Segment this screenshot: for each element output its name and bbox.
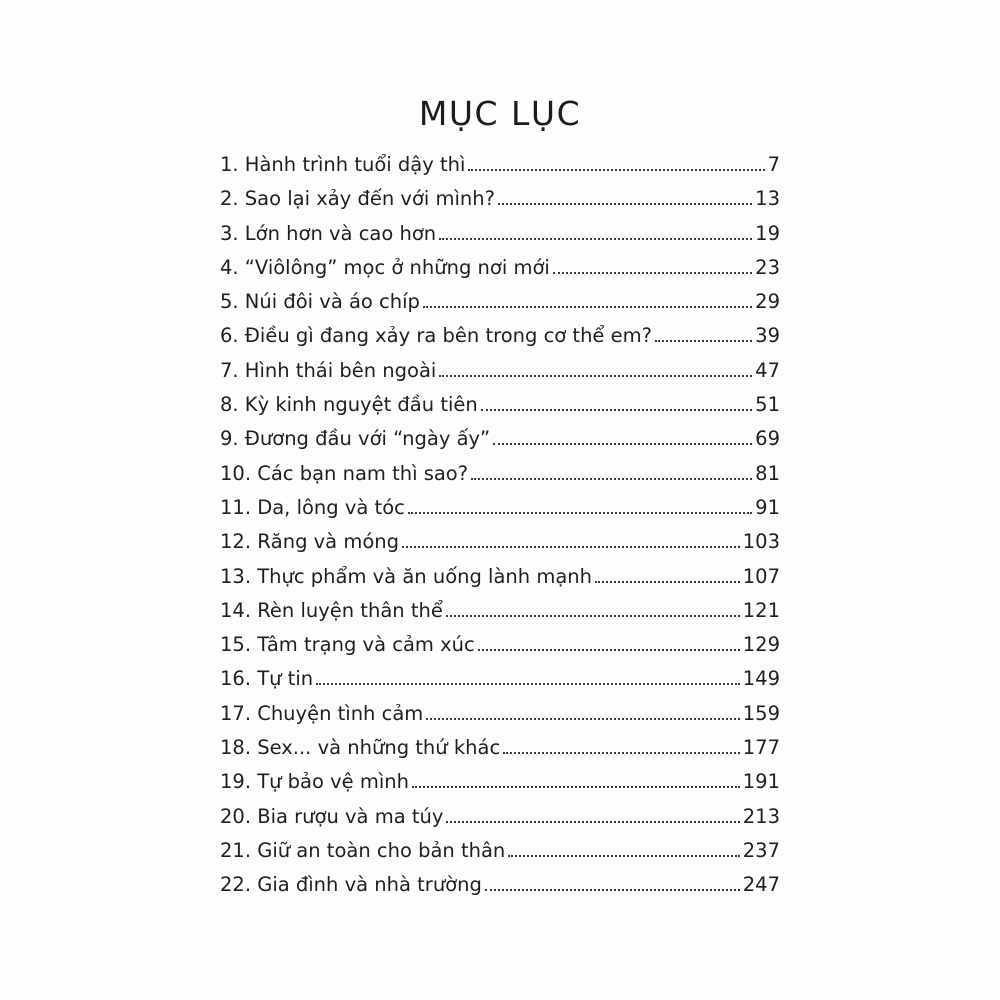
toc-entry — [220, 491, 780, 525]
toc-entry — [220, 868, 780, 902]
page-title: MỤC LỤC — [418, 94, 582, 134]
toc-entry — [220, 182, 780, 216]
toc-entry-title: 2. Sao lại xảy đến với mình? — [220, 187, 495, 211]
toc-entry — [220, 217, 780, 251]
table-of-contents — [220, 148, 780, 903]
dot-leader — [402, 546, 740, 548]
toc-entry-page-number: 107 — [742, 564, 780, 588]
toc-entry-title: 3. Lớn hơn và cao hơn — [220, 221, 437, 245]
dot-leader — [446, 615, 740, 617]
dot-leader — [423, 306, 752, 308]
toc-entry-page-number: 7 — [767, 153, 780, 176]
dot-leader — [439, 375, 752, 377]
toc-entry — [220, 628, 780, 662]
dot-leader — [478, 649, 740, 651]
toc-entry-title: 15. Tâm trạng và cảm xúc — [220, 633, 475, 657]
toc-entry-title: 11. Da, lông và tóc — [220, 495, 405, 519]
toc-entry — [220, 765, 780, 799]
toc-entry-page-number: 69 — [755, 427, 780, 451]
toc-entry — [220, 251, 780, 285]
toc-entry — [220, 800, 780, 834]
toc-entry-title: 7. Hình thái bên ngoài — [220, 358, 437, 382]
toc-entry-title: 16. Tự tin — [220, 667, 314, 691]
dot-leader — [655, 340, 752, 342]
toc-entry-title: 1. Hành trình tuổi dậy thì — [220, 153, 466, 176]
toc-entry — [220, 697, 780, 731]
dot-leader — [426, 718, 739, 720]
dot-leader — [595, 581, 740, 583]
toc-entry-page-number: 177 — [742, 736, 780, 760]
toc-entry-page-number: 91 — [755, 495, 780, 519]
toc-entry-page-number: 81 — [755, 461, 780, 485]
toc-entry-title: 20. Bia rượu và ma túy — [220, 804, 444, 828]
toc-entry-title: 10. Các bạn nam thì sao? — [220, 461, 469, 485]
toc-entry-page-number: 23 — [755, 255, 780, 279]
toc-entry — [220, 319, 780, 353]
dot-leader — [471, 478, 752, 480]
dot-leader — [412, 786, 740, 788]
dot-leader — [503, 752, 740, 754]
toc-entry-title: 13. Thực phẩm và ăn uống lành mạnh — [220, 564, 593, 588]
toc-entry-page-number: 237 — [742, 838, 780, 862]
toc-entry — [220, 560, 780, 594]
toc-entry-page-number: 121 — [742, 598, 780, 622]
toc-entry-title: 9. Đương đầu với “ngày ấy” — [220, 427, 491, 451]
toc-entry-title: 17. Chuyện tình cảm — [220, 701, 424, 725]
toc-entry-page-number: 29 — [755, 290, 780, 314]
toc-entry-title: 12. Răng và móng — [220, 530, 399, 554]
toc-entry-title: 18. Sex... và những thứ khác — [220, 736, 501, 760]
toc-entry-title: 22. Gia đình và nhà trường — [220, 873, 482, 897]
toc-entry-page-number: 213 — [742, 804, 780, 828]
toc-entry — [220, 388, 780, 422]
toc-entry-page-number: 159 — [742, 701, 780, 725]
dot-leader — [508, 855, 739, 857]
dot-leader — [498, 203, 752, 205]
toc-entry — [220, 834, 780, 868]
toc-entry — [220, 422, 780, 456]
toc-entry-page-number: 191 — [742, 770, 780, 794]
toc-entry-title: 19. Tự bảo vệ mình — [220, 770, 410, 794]
toc-entry — [220, 594, 780, 628]
toc-entry — [220, 285, 780, 319]
dot-leader — [493, 443, 752, 445]
toc-entry-page-number: 149 — [742, 667, 780, 691]
dot-leader — [468, 169, 764, 171]
toc-entry — [220, 457, 780, 491]
toc-entry-title: 14. Rèn luyện thân thể — [220, 598, 443, 622]
toc-entry-title: 6. Điều gì đang xảy ra bên trong cơ thể em? — [220, 324, 652, 348]
toc-entry — [220, 148, 780, 182]
dot-leader — [485, 889, 740, 891]
toc-entry-page-number: 39 — [755, 324, 780, 348]
dot-leader — [481, 409, 752, 411]
toc-entry — [220, 662, 780, 696]
dot-leader — [446, 821, 739, 823]
toc-entry-page-number: 103 — [742, 530, 780, 554]
toc-entry-title: 21. Giữ an toàn cho bản thân — [220, 838, 506, 862]
toc-entry — [220, 525, 780, 559]
toc-entry-page-number: 47 — [755, 358, 780, 382]
dot-leader — [439, 238, 752, 240]
toc-entry — [220, 354, 780, 388]
toc-entry — [220, 731, 780, 765]
dot-leader — [553, 272, 752, 274]
toc-entry-page-number: 19 — [755, 221, 780, 245]
dot-leader — [408, 512, 752, 514]
toc-entry-page-number: 13 — [755, 187, 780, 211]
toc-entry-page-number: 129 — [742, 633, 780, 657]
dot-leader — [316, 683, 740, 685]
toc-entry-title: 8. Kỳ kinh nguyệt đầu tiên — [220, 393, 478, 417]
toc-entry-title: 4. “Viôlông” mọc ở những nơi mới — [220, 255, 550, 279]
toc-entry-page-number: 247 — [742, 873, 780, 897]
toc-entry-title: 5. Núi đôi và áo chíp — [220, 290, 420, 314]
toc-entry-page-number: 51 — [755, 393, 780, 417]
